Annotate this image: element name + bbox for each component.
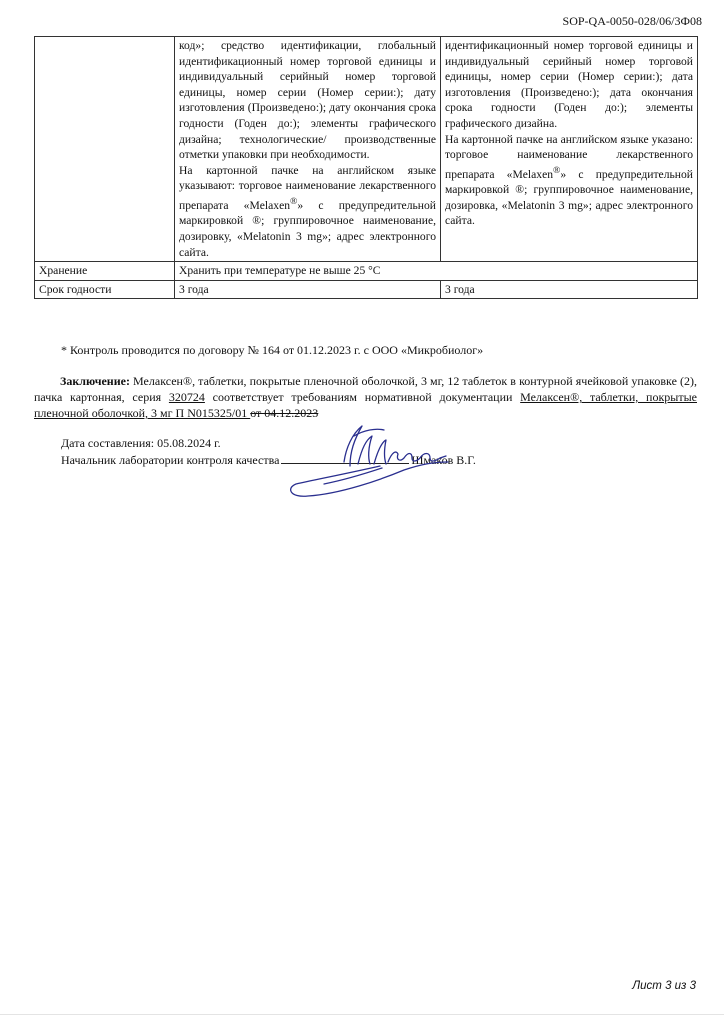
footnote: * Контроль проводится по договору № 164 от 01.12.2023 г. с ООО «Микробиолог» (61, 343, 484, 357)
requirement-english-text (179, 163, 436, 260)
table-cell-requirement (175, 37, 441, 262)
storage-label: Хранение (35, 262, 175, 281)
normative-document-date: от 04.12.2023 (250, 406, 319, 420)
result-english-text (445, 132, 693, 229)
shelf-life-result: 3 года (441, 280, 698, 299)
text-fragment: » с предупредительной маркировкой ®; группировочное наименование, дозировка, «Melatonin 3 mg»; адрес электронного сайта. (445, 167, 693, 228)
conclusion-text: соответствует требованиям нормативной документации (204, 390, 521, 404)
storage-value: Хранить при температуре не выше 25 °С (175, 262, 698, 281)
shelf-life-label: Срок годности (35, 280, 175, 299)
normative-document: Мелаксен®, таблетки, покрытые пленочной оболочкой, 3 мг П N015325/01 (34, 390, 697, 420)
text-fragment: » с предупредительной маркировкой ®; группировочное наименование, дозировку, «Melatonin 3 mg»; адрес электронного сайта. (179, 198, 436, 259)
registered-mark: ® (553, 164, 561, 176)
shelf-life-spec: 3 года (175, 280, 441, 299)
table-row (35, 37, 698, 262)
result-text: идентификационный номер торговой единицы и индивидуальный серийный номер торговой единицы, номер серии (Номер серии:); дата изготовления (Произведено:); дата окончания срока годности (Годен до:); элементы графического дизайна. (445, 39, 693, 130)
text-fragment: На картонной пачке на английском языке указывают: торговое наименование лекарственного препарата «Melaxen (179, 163, 436, 212)
specification-table (34, 36, 698, 299)
conclusion-label: Заключение: (60, 374, 130, 388)
requirement-text: код»; средство идентификации, глобальный идентификационный номер торговой единицы и индивидуальный серийный номер торговой единицы, номер серии (Номер серии:); дату изготовления (Произведено:); дату окончания срока годности (Годен до:); элементы графического дизайна; технологические/ производственные отметки упаковки при необходимости. (179, 39, 436, 162)
signer-position: Начальник лаборатории контроля качества (61, 453, 280, 467)
compilation-date: Дата составления: 05.08.2024 г. (61, 436, 221, 450)
table-row (35, 262, 698, 281)
signer-name: Шмаков В.Г. (411, 453, 476, 467)
registered-mark: ® (290, 195, 298, 207)
sheet-number: Лист 3 из 3 (632, 980, 696, 992)
table-cell-result (441, 37, 698, 262)
document-code: SOP-QA-0050-028/06/3Ф08 (562, 14, 702, 28)
conclusion-paragraph (34, 373, 697, 421)
text-fragment: На картонной пачке на английском языке указано: торговое наименование лекарственного препарата «Melaxen (445, 132, 693, 181)
page-edge-line (0, 1014, 724, 1015)
table-row (35, 280, 698, 299)
conclusion-text: Мелаксен®, таблетки, покрытые пленочной оболочкой, 3 мг, 12 таблеток в контурной ячейковой упаковке (2), пачка картонная, серия (34, 374, 697, 404)
handwritten-signature (284, 418, 464, 503)
table-cell-label (35, 37, 175, 262)
series-number: 320724 (168, 390, 205, 404)
